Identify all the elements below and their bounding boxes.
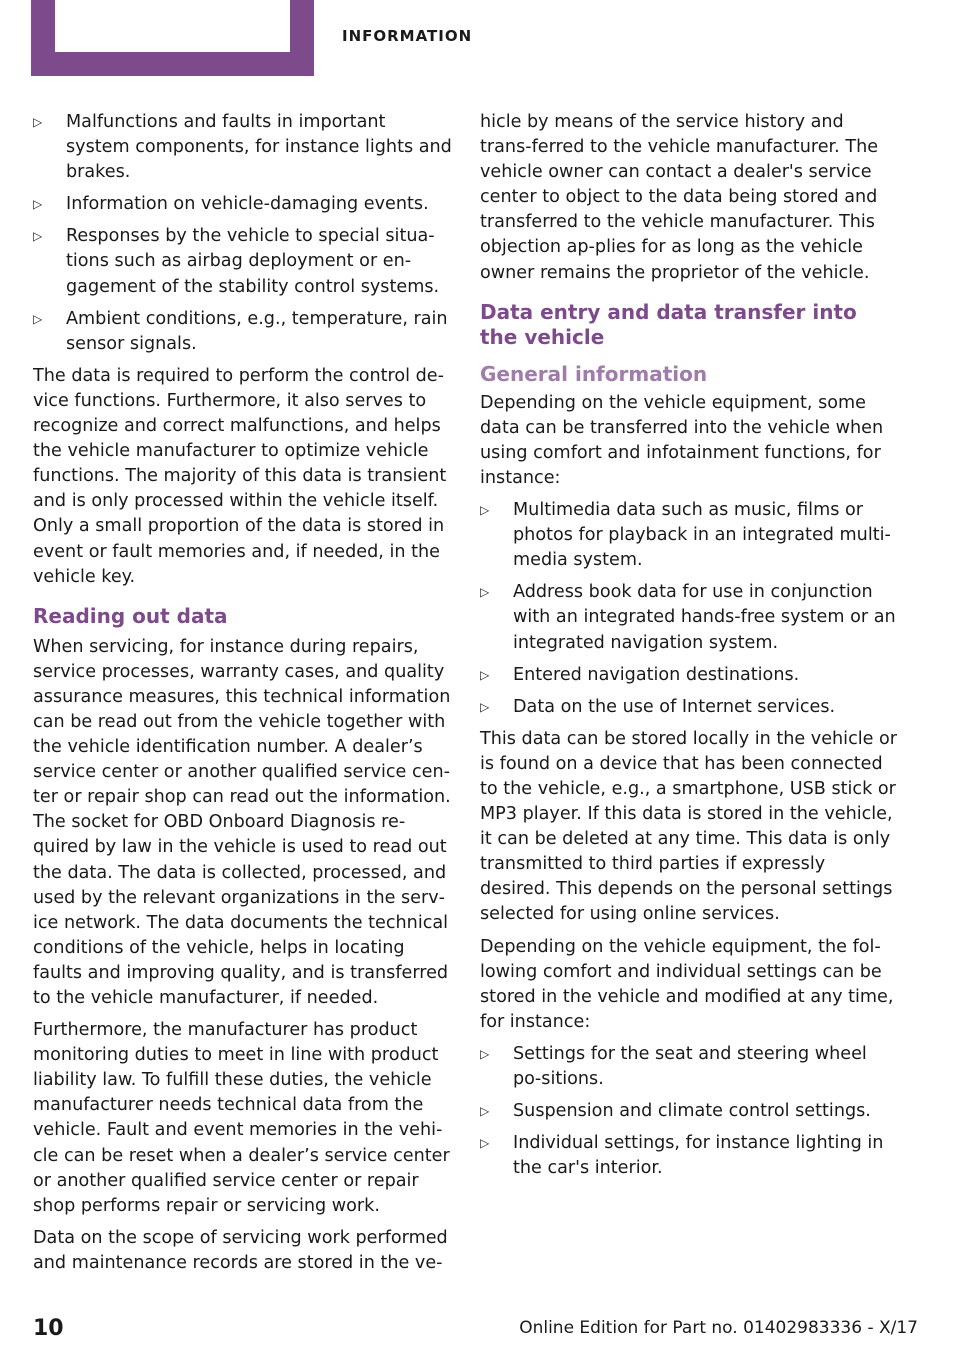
- triangle-bullet-icon: ▷: [33, 229, 43, 244]
- list-item: [480, 1099, 900, 1124]
- list-item-text: Malfunctions and faults in important system components, for instance lights and brakes.: [66, 112, 452, 183]
- header-tab-inner: [55, 0, 290, 52]
- list-item: [480, 695, 900, 720]
- list-item: [480, 1042, 900, 1092]
- paragraph-comfort-settings: Depending on the vehicle equipment, the fol‐lowing comfort and individual settings can be stored in the vehicle and modified at any time, for instance:: [480, 936, 894, 1032]
- triangle-bullet-icon: ▷: [33, 115, 43, 129]
- list-item: [33, 307, 453, 357]
- triangle-bullet-icon: ▷: [480, 585, 490, 600]
- list-item: [33, 192, 453, 217]
- paragraph-data-required: The data is required to perform the control de‐vice functions. Furthermore, it also serves to recognize and correct malfunctions, and helps the vehicle manufacturer to optimize vehicle functions. The majority of this data is transient and is only processed within the vehicle itself. Only a small proportion of the data is stored in event or fault memories and, if needed, in the vehicle key.: [33, 365, 447, 587]
- bullet-list-1: [33, 110, 453, 357]
- bullet-list-3: [480, 1042, 900, 1181]
- list-item: [480, 580, 900, 655]
- triangle-bullet-icon: ▷: [480, 1104, 490, 1119]
- triangle-bullet-icon: ▷: [33, 311, 43, 326]
- heading-data-entry: Data entry and data transfer into the vehicle: [480, 299, 857, 349]
- list-item: [33, 224, 453, 299]
- triangle-bullet-icon: ▷: [480, 1046, 490, 1061]
- triangle-bullet-icon: ▷: [480, 503, 490, 518]
- list-item: [480, 663, 900, 688]
- list-item-text: Responses by the vehicle to special situa‐tions such as airbag deployment or en‐gagement of the stability control systems.: [66, 226, 440, 297]
- list-item-text: Multimedia data such as music, films or photos for playback in an integrated multi‐media system.: [513, 500, 891, 571]
- page-number: 10: [33, 1316, 64, 1341]
- list-item-text: Settings for the seat and steering wheel po‐sitions.: [513, 1043, 867, 1089]
- bullet-list-2: [480, 498, 900, 720]
- list-item-text: Suspension and climate control settings.: [513, 1101, 871, 1122]
- list-item-text: Data on the use of Internet services.: [513, 696, 836, 717]
- footer-edition: Online Edition for Part no. 01402983336 - X/17: [519, 1318, 918, 1338]
- paragraph-service-history: hicle by means of the service history and trans‐ferred to the vehicle manufacturer. The vehicle owner can contact a dealer's service center to object to the data being stored and transferred to the vehicle manufacturer. This objection ap‐plies for as long as the vehicle owner remains the proprietor of the vehicle.: [480, 112, 879, 283]
- left-column: [33, 110, 453, 1283]
- list-item-text: Entered navigation destinations.: [513, 664, 800, 685]
- header-tab-block: [31, 0, 314, 76]
- list-item: [480, 1131, 900, 1181]
- heading-reading-out-data: Reading out data: [33, 603, 228, 628]
- list-item-text: Ambient conditions, e.g., temperature, rain sensor signals.: [66, 308, 448, 354]
- paragraph-scope-of-servicing: Data on the scope of servicing work performed and maintenance records are stored in the ve‐: [33, 1227, 448, 1273]
- triangle-bullet-icon: ▷: [33, 197, 43, 212]
- list-item-text: Information on vehicle-damaging events.: [66, 194, 429, 215]
- paragraph-general-info: Depending on the vehicle equipment, some data can be transferred into the vehicle when using comfort and infotainment functions, for instance:: [480, 392, 884, 488]
- triangle-bullet-icon: ▷: [480, 667, 490, 682]
- right-column: [480, 110, 900, 1188]
- list-item: [33, 110, 453, 185]
- paragraph-stored-locally: This data can be stored locally in the vehicle or is found on a device that has been connected to the vehicle, e.g., a smartphone, USB stick or MP3 player. If this data is stored in the vehicle, it can be deleted at any time. This data is only transmitted to third parties if expressly desired. This depends on the personal settings selected for using online services.: [480, 728, 898, 925]
- section-title: INFORMATION: [342, 27, 473, 45]
- list-item-text: Address book data for use in conjunction with an integrated hands-free system or an integrated navigation system.: [513, 582, 896, 653]
- triangle-bullet-icon: ▷: [480, 699, 490, 714]
- list-item: [480, 498, 900, 573]
- list-item-text: Individual settings, for instance lighting in the car's interior.: [513, 1133, 884, 1179]
- paragraph-servicing: When servicing, for instance during repairs, service processes, warranty cases, and quality assurance measures, this technical information can be read out from the vehicle together with the vehicle identification number. A dealer’s service center or another qualified service cen‐ter or repair shop can read out the information. The socket for OBD Onboard Diagnosis re‐quired by law in the vehicle is used to read out the data. The data is collected, processed, and used by the relevant organizations in the serv‐ice network. The data documents the technical conditions of the vehicle, helps in locating faults and improving quality, and is transferred to the vehicle manufacturer, if needed.: [33, 636, 451, 1008]
- paragraph-product-monitoring: Furthermore, the manufacturer has product monitoring duties to meet in line with product liability law. To fulfill these duties, the vehicle manufacturer needs technical data from the vehicle. Fault and event memories in the vehi‐cle can be reset when a dealer’s service center or another qualified service center or repair shop performs repair or servicing work.: [33, 1020, 450, 1216]
- triangle-bullet-icon: ▷: [480, 1136, 490, 1151]
- subheading-general-information: General information: [480, 361, 708, 386]
